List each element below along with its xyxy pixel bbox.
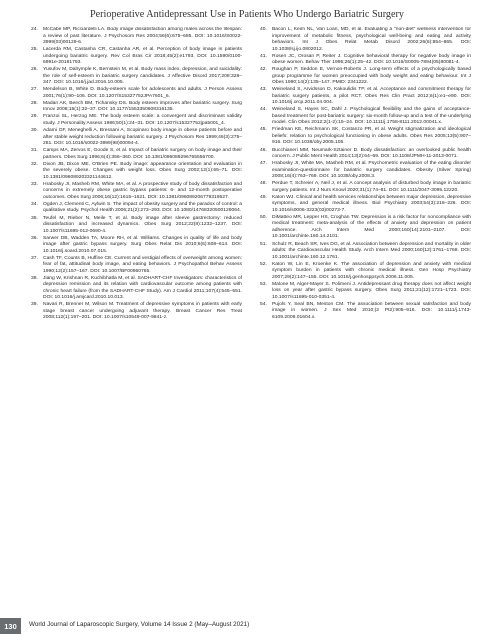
- reference-entry: [31, 67, 242, 87]
- reference-text: Teufel M, Rieber N, Meile T, et al. Body image after sleeve gastrectomy: reduced dissatisfaction and increased dynamics. Obes Surg 2012;22(8):1232–1237. DOI: 10.1007/s11695-012-0690-4.: [43, 215, 242, 234]
- reference-number: 38.: [31, 275, 38, 281]
- reference-number: 45.: [260, 127, 267, 133]
- reference-number: 40.: [260, 27, 267, 32]
- reference-text: Roughan P, Seddon E, Vernon-Roberts J. Long-term effects of a psychologically based group programme for women preoccupied with body weight and eating behaviour. Int J Obes 1990;14(2):135–147. PMID: 2341222.: [272, 67, 471, 86]
- reference-entry: [31, 182, 242, 202]
- reference-entry: [260, 195, 471, 215]
- reference-entry: [31, 114, 242, 127]
- reference-number: 32.: [31, 161, 38, 167]
- reference-number: 51.: [260, 241, 267, 247]
- reference-text: Schulz R, Beach SR, Ives DG, et al. Association between depression and mortality in older adults: the Cardiovascular Health Study. Arch Intern Med 2000;160(12):1761–1768. DOI: 10.1001/archinte.160.12.1761.: [272, 241, 471, 260]
- reference-entry: [260, 215, 471, 241]
- reference-number: 53.: [260, 281, 267, 287]
- reference-entry: [31, 302, 242, 322]
- reference-number: 31.: [31, 148, 38, 154]
- reference-number: 34.: [31, 201, 38, 207]
- reference-entry: [260, 282, 471, 302]
- reference-number: 47.: [260, 161, 267, 167]
- reference-text: Cash TF, Counts B, Huffine CE. Current and vestigial effects of overweight among women: fear of fat, attitudinal body image, and eating behaviors. J Psychopathol Behav Assess 1990;12(2):157–167. DOI: 10.1007/BF00960765.: [43, 255, 242, 274]
- reference-text: Rosen JC, Orosan P, Reiter J. Cognitive behavioral therapy for negative body image in obese women. Behav Ther 1995;26(1):25–42. DOI: 10.1016/S0005-7894(05)80081-4.: [272, 53, 471, 66]
- reference-text: Lacerda RM, Castanha CR, Castanha AR, et al. Perception of body image in patients undergoing bariatric surgery. Rev Col Bras Cir 2018;45(2):e1793. DOI: 10.1590/0100-6991e-20181793.: [43, 47, 242, 66]
- reference-number: 50.: [260, 214, 267, 220]
- reference-entry: [260, 181, 471, 194]
- reference-number: 27.: [31, 87, 38, 93]
- reference-number: 48.: [260, 181, 267, 187]
- reference-entry: [31, 162, 242, 182]
- reference-text: Katon W, Lin E, Kroenke K. The association of depression and anxiety with medical symptom burden in patients with chronic medical illness. Gen Hosp Psychiatry 2007;29(2):147–155. DOI: 10.1016/j.genhosppsych.2006.11.005.: [272, 261, 471, 280]
- reference-text: Hrabosky JI, White MA, Masheb RM, et al. Psychometric evaluation of the eating disorder examination-questionnaire for bariatric surgery candidates. Obesity (Silver Spring) 2008;16(4):763–769. DOI: 10.1038/oby.2008.3.: [272, 161, 471, 180]
- reference-number: 52.: [260, 261, 267, 267]
- reference-entry: [31, 128, 242, 148]
- reference-number: 29.: [31, 114, 38, 120]
- reference-text: Hrabosky JI, Masheb RM, White MA, et al. A prospective study of body dissatisfaction and concerns in extremely obese gastric bypass patients: 6- and 12-month postoperative outcomes. Obes Surg 2006;16(12):1615–1621. DOI: 10.1381/096089206779319527.: [43, 181, 242, 200]
- reference-entry: [260, 127, 471, 147]
- reference-number: 33.: [31, 181, 38, 187]
- reference-number: 28.: [31, 100, 38, 106]
- reference-entry: [260, 27, 471, 53]
- reference-entry: [31, 216, 242, 236]
- reference-entry: [31, 87, 242, 100]
- reference-entry: [31, 27, 242, 47]
- reference-entry: [31, 236, 242, 256]
- reference-number: 44.: [260, 107, 267, 113]
- reference-entry: [260, 242, 471, 262]
- reference-entry: [31, 47, 242, 67]
- reference-text: Camps MA, Zervos E, Goode S, et al. Impact of bariatric surgery on body image and their partners. Obes Surg 1996;6(4):356–360. DOI: 10.1381/096089296765556700.: [43, 148, 242, 160]
- reference-entry: [260, 54, 471, 67]
- reference-text: Yusufov M, Dalrymple K, Bernstein M, et al. Body mass index, depression, and suicidality: the role of self-esteem in bariatric surgery candidates. J Affective Disord 2017;208:328–347. DOI: 10.1016/j.jad.2016.10.005.: [43, 67, 242, 86]
- reference-text: Ogden J, Clementi C, Aylwin S. The impact of obesity surgery and the paradox of control: a qualitative study. Psychol Health 2006;21(2):273–293. DOI: 10.1080/14768320500129064.: [43, 201, 242, 214]
- reference-entry: [31, 256, 242, 276]
- reference-text: Weineland S, Hayes SC, Dahl J. Psychological flexibility and the gains of acceptance-based treatment for post-bariatric surgery: six-month follow-up and a test of the underlying model. Clin Obes 2012;2(1-2):15–24. DOI: 10.1111/j.1758-8111.2012.00041.x.: [272, 107, 471, 126]
- reference-number: 24.: [31, 27, 38, 32]
- reference-entry: [260, 148, 471, 161]
- reference-number: 42.: [260, 67, 267, 73]
- reference-text: Navari R, Brenner M, Wilson M. Treatment of depressive symptoms in patients with early stage breast cancer undergoing adjuvant therapy. Breast Cancer Res Treat 2008;112(1):197–201. DOI: 10.1007/s10549-007-9841-z.: [43, 302, 242, 321]
- reference-text: Madan AK, Beech BM, Tichansky DS. Body esteem improves after bariatric surgery. Surg Innov 2008;15(1):32–37. DOI: 10.1177/1553350608316135.: [43, 100, 242, 113]
- page-footer: [0, 618, 494, 634]
- references-right-column: [260, 27, 471, 612]
- reference-entry: [260, 262, 471, 282]
- reference-text: Mendelson B, White D. Body-esteem scale for adolescents and adults. J Person Assess 2001;76(1):90–106. DOI: 10.1207/S15327752JPA7601_6.: [43, 87, 242, 99]
- reference-text: Adami GF, Meneghelli A, Bressani A, Scopinaro body image in obese patients before and after stable weight reduction following bariatric surgery. J Psychosom Res 1999;46(3):275–281. DOI: 10.1016/s0022-3999(98)00094-4.: [43, 128, 242, 147]
- reference-text: Pujols Y, Seal BN, Meston CM. The association between sexual satisfaction and body image in women. J Sex Med 2010;(2 Pt2):905–916. DOI: 10.1111/j.1743-6109.2009.01604.x.: [272, 301, 471, 320]
- reference-text: Bucchianeri MM, Neumark-Sztainer D. Body dissatisfaction: an overlooked public health concern. J Public Ment Health 2014;13(2):64–69. DOI: 10.1108/JPMH-11-2013-0071.: [272, 147, 471, 160]
- reference-number: 25.: [31, 47, 38, 53]
- reference-entry: [260, 302, 471, 322]
- reference-entry: [260, 87, 471, 107]
- page-number: 130: [0, 618, 21, 634]
- references-left-column: [31, 27, 242, 612]
- reference-text: Malone M, Alger-Mayer S. Polimeni J. Antidepressant drug therapy does not affect weight loss on year after gastric bypass surgery. Obes Surg 2011;21(12):1721–1723. DOI: 10.1007/s11695-010-0351-4.: [272, 281, 471, 300]
- reference-number: 30.: [31, 128, 38, 134]
- reference-text: Katon WJ. Clinical and health services relationships between major depression, depressive symptoms, and general medical illness. Biol Psychiatry 2003;54(3):216–226. DOI: 10.1016/s0006-3223(03)00273-7.: [272, 194, 471, 213]
- reference-number: 26.: [31, 67, 38, 73]
- journal-citation: World Journal of Laparoscopic Surgery, Volume 14 Issue 2 (May–August 2021): [29, 621, 250, 628]
- reference-number: 35.: [31, 215, 38, 221]
- reference-entry: [260, 67, 471, 87]
- running-head: Perioperative Antidepressant Use in Patients Who Undergo Bariatric Surgery: [89, 9, 405, 20]
- references-columns: [31, 27, 471, 612]
- reference-text: Dixon JB, Dixon ME, O'Brien PE. Body image: appearance orientation and evaluation in the severely obese. Changes with weight loss. Obes Surg 2002;12(1):65–71. DOI: 10.1381/096089202321144612.: [43, 161, 242, 180]
- reference-text: Franzoi SL, Herzog ME. The body esteem scale: a convergent and discriminant validity study. J Personality Assess 1986;50(1):24–31. DOI: 10.1207/s15327752jpa5001_4.: [43, 114, 242, 126]
- reference-text: Jiang W, Krishnan R, Kuchibhatla M, et al. SADHART-CHF Investigators: characteristics of depression remission and its relation with cardiovascular outcome among patients with chronic heart failure (from the SADHART-CHF Study). Am J Cardiol 2011;107(4):545–551. DOI: 10.1016/j.amjcard.2010.10.013.: [43, 275, 242, 301]
- reference-entry: [31, 276, 242, 302]
- reference-number: 39.: [31, 302, 38, 308]
- reference-entry: [31, 202, 242, 215]
- reference-number: 54.: [260, 301, 267, 307]
- reference-text: Sarwer DB, Wadden TA, Moore RH, et al. Williams. Changes in quality of life and body image after gastric bypass surgery. Surg Obes Relat Dis 2010;6(6):608–614. DOI: 10.1016/j.soard.2010.07.015.: [43, 235, 242, 254]
- reference-number: 46.: [260, 147, 267, 153]
- reference-text: DiMatteo MR, Lepper HS, Croghan TW. Depression is a risk factor for noncompliance with medical treatment: meta-analysis of the effects of anxiety and depression on patient adherence. Arch Intern Med 2000;160(14):2101–2107. DOI: 10.1001/archinte.160.14.2101.: [272, 214, 471, 240]
- reference-number: 36.: [31, 235, 38, 241]
- reference-entry: [31, 101, 242, 114]
- reference-entry: [260, 107, 471, 127]
- reference-text: Bacon L, Keim NL, Van Loan, MD, et al. Evaluating a "non-diet" wellness intervention for improvement of metabolic fitness, psychological well-being and eating and activity behaviors. Int J Obes Relat Metab Disord 2002;26(6):854–865. DOI: 10.1038/sj.ijo.0802012.: [272, 27, 471, 52]
- reference-number: 49.: [260, 194, 267, 200]
- reference-entry: [31, 148, 242, 161]
- reference-number: 37.: [31, 255, 38, 261]
- reference-text: McCabe MP, Ricciardelli LA. Body image dissatisfaction among males across the lifespan: a review of past literature. J Psychosom Res 2004;56(6):675–685. DOI: 10.1016/S0022-3999(03)00129-6.: [43, 27, 242, 45]
- reference-text: Friedman KE, Reichmann SK, Costanzo PR, et al. Weight stigmatization and ideological beliefs: relation to psychological functioning in obese adults. Obes Res 2005;13(5):907–916. DOI: 10.1038/oby.2005.105.: [272, 127, 471, 146]
- reference-entry: [260, 161, 471, 181]
- reference-number: 43.: [260, 87, 267, 93]
- reference-text: Weineland S, Arvidsson D, Kakoulidis TP, et al. Acceptance and commitment therapy for bariatric surgery patients, a pilot RCT. Obes Res Clin Pract 2012;6(1):e1–e90. DOI: 10.1016/j.orcp.2011.04.004.: [272, 87, 471, 106]
- reference-number: 41.: [260, 53, 267, 59]
- reference-text: Perdue T, Schreier A, Neil J, et al. A concept analysis of disturbed body image in bariatric surgery patients. Int J Nurs Knowl 2020;31(1):74–81. DOI: 10.1111/2047-3095.12220.: [272, 181, 471, 193]
